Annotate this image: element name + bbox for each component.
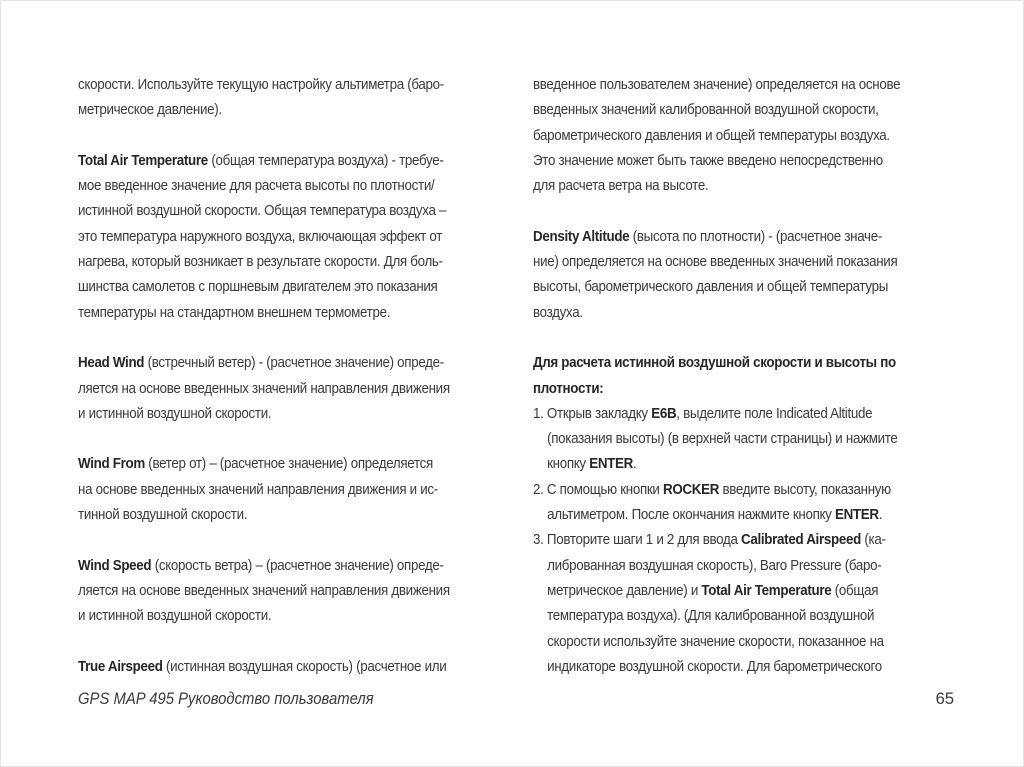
text-line: либрованная воздушная скорость), Baro Pressure (баро-: [547, 556, 882, 574]
text-line: введенное пользователем значение) определяется на основе: [533, 76, 901, 93]
field-label: Total Air Temperature: [701, 581, 832, 599]
text-line: Это значение может быть также введено непосредственно: [533, 151, 883, 169]
text-line: индикаторе воздушной скорости. Для барометрического: [547, 657, 882, 675]
term: Density Altitude: [533, 227, 630, 245]
field-label: Calibrated Airspeed: [741, 531, 861, 549]
heading-line: плотности:: [533, 379, 604, 397]
text-line: тинной воздушной скорости.: [78, 506, 248, 524]
text-line: высоты, барометрического давления и общей температуры: [533, 278, 889, 296]
right-column: [533, 72, 950, 679]
text-line: температуры на стандартном внешнем термометре.: [78, 303, 391, 321]
text-line: на основе введенных значений направления движения и ис-: [78, 480, 438, 498]
text-line: и истинной воздушной скорости.: [78, 607, 272, 625]
definition-total-air-temperature: Total Air Temperature (общая температура воздуха) - требуе- мое введенное значение для расчета высоты по плотности/ истинной воздушной скорости. Общая температура воздуха – это температура наружного воздуха, включающая эффект от нагрева, который возникает в результате скорости. Для боль- шинства самолетов с поршневым двигателем это показания температуры на стандартном внешнем термометре.: [78, 148, 501, 325]
procedure-step-3: 3. Повторите шаги 1 и 2 для ввода Calibrated Airspeed (ка- либрованная воздушная скорость), Baro Pressure (баро- метрическое давление) и Total Air Temperature (общая температура воздуха). (Для калиброванной воздушной скорости используйте значение скорости, показанное на индикаторе воздушной скорости. Для барометрического: [533, 527, 950, 679]
text-line: мое введенное значение для расчета высоты по плотности/: [78, 177, 435, 195]
text-line: воздуха.: [533, 303, 583, 321]
definition-head-wind: Head Wind (встречный ветер) - (расчетное значение) опреде- ляется на основе введенных значений направления движения и истинной воздушной скорости.: [78, 350, 501, 426]
term: Wind From: [78, 455, 145, 473]
text-line: ляется на основе введенных значений направления движения: [78, 581, 450, 599]
text-line: ние) определяется на основе введенных значений показания: [533, 253, 898, 271]
text-line: барометрического давления и общей температуры воздуха.: [533, 126, 890, 144]
term: Head Wind: [78, 354, 145, 372]
text-line: это температура наружного воздуха, включающая эффект от: [78, 227, 443, 245]
page-number: 65: [935, 690, 954, 708]
definition-wind-speed: Wind Speed (скорость ветра) – (расчетное значение) опреде- ляется на основе введенных значений направления движения и истинной воздушной скорости.: [78, 553, 501, 629]
key-label: ENTER: [589, 455, 633, 473]
term: Total Air Temperature: [78, 151, 208, 169]
key-label: ENTER: [834, 506, 879, 524]
definition-true-airspeed: True Airspeed (истинная воздушная скорость) (расчетное или: [78, 657, 447, 675]
text-line: скорости. Используйте текущую настройку альтиметра (баро-: [78, 76, 444, 93]
procedure-step-1: 1. Открыв закладку E6B, выделите поле Indicated Altitude (показания высоты) (в верхней части страницы) и нажмите кнопку ENTER.: [533, 401, 950, 477]
definition-wind-from: Wind From (ветер от) – (расчетное значение) определяется на основе введенных значений направления движения и ис- тинной воздушной скорости.: [78, 451, 501, 527]
text-line: скорости используйте значение скорости, показанное на: [547, 632, 884, 650]
definition-density-altitude: Density Altitude (высота по плотности) - (расчетное значе- ние) определяется на основе введенных значений показания высоты, барометрического давления и общей температуры воздуха.: [533, 224, 950, 325]
footer-title: GPS MAP 495 Руководство пользователя: [78, 690, 374, 708]
term: True Airspeed: [78, 657, 163, 675]
procedure-step-2: 2. С помощью кнопки ROCKER введите высоту, показанную альтиметром. После окончания нажмите кнопку ENTER.: [533, 480, 891, 524]
procedure-heading: [533, 350, 950, 401]
left-column: [78, 72, 501, 679]
text-line: шинства самолетов с поршневым двигателем это показания: [78, 278, 438, 296]
text-line: нагрева, который возникает в результате скорости. Для боль-: [78, 253, 443, 271]
text-line: и истинной воздушной скорости.: [78, 404, 272, 422]
key-label: E6B: [651, 404, 677, 422]
key-label: ROCKER: [662, 480, 720, 498]
heading-line: Для расчета истинной воздушной скорости и высоты по: [533, 354, 896, 372]
text-line: ляется на основе введенных значений направления движения: [78, 379, 450, 397]
text-line: введенных значений калиброванной воздушной скорости,: [533, 101, 879, 119]
text-line: (показания высоты) (в верхней части страницы) и нажмите: [547, 430, 898, 448]
text-line: температура воздуха). (Для калиброванной воздушной: [547, 607, 875, 625]
text-line: метрическое давление).: [78, 101, 222, 119]
text-line: истинной воздушной скорости. Общая температура воздуха –: [78, 202, 447, 220]
text-line: для расчета ветра на высоте.: [533, 177, 709, 195]
term: Wind Speed: [78, 556, 152, 574]
